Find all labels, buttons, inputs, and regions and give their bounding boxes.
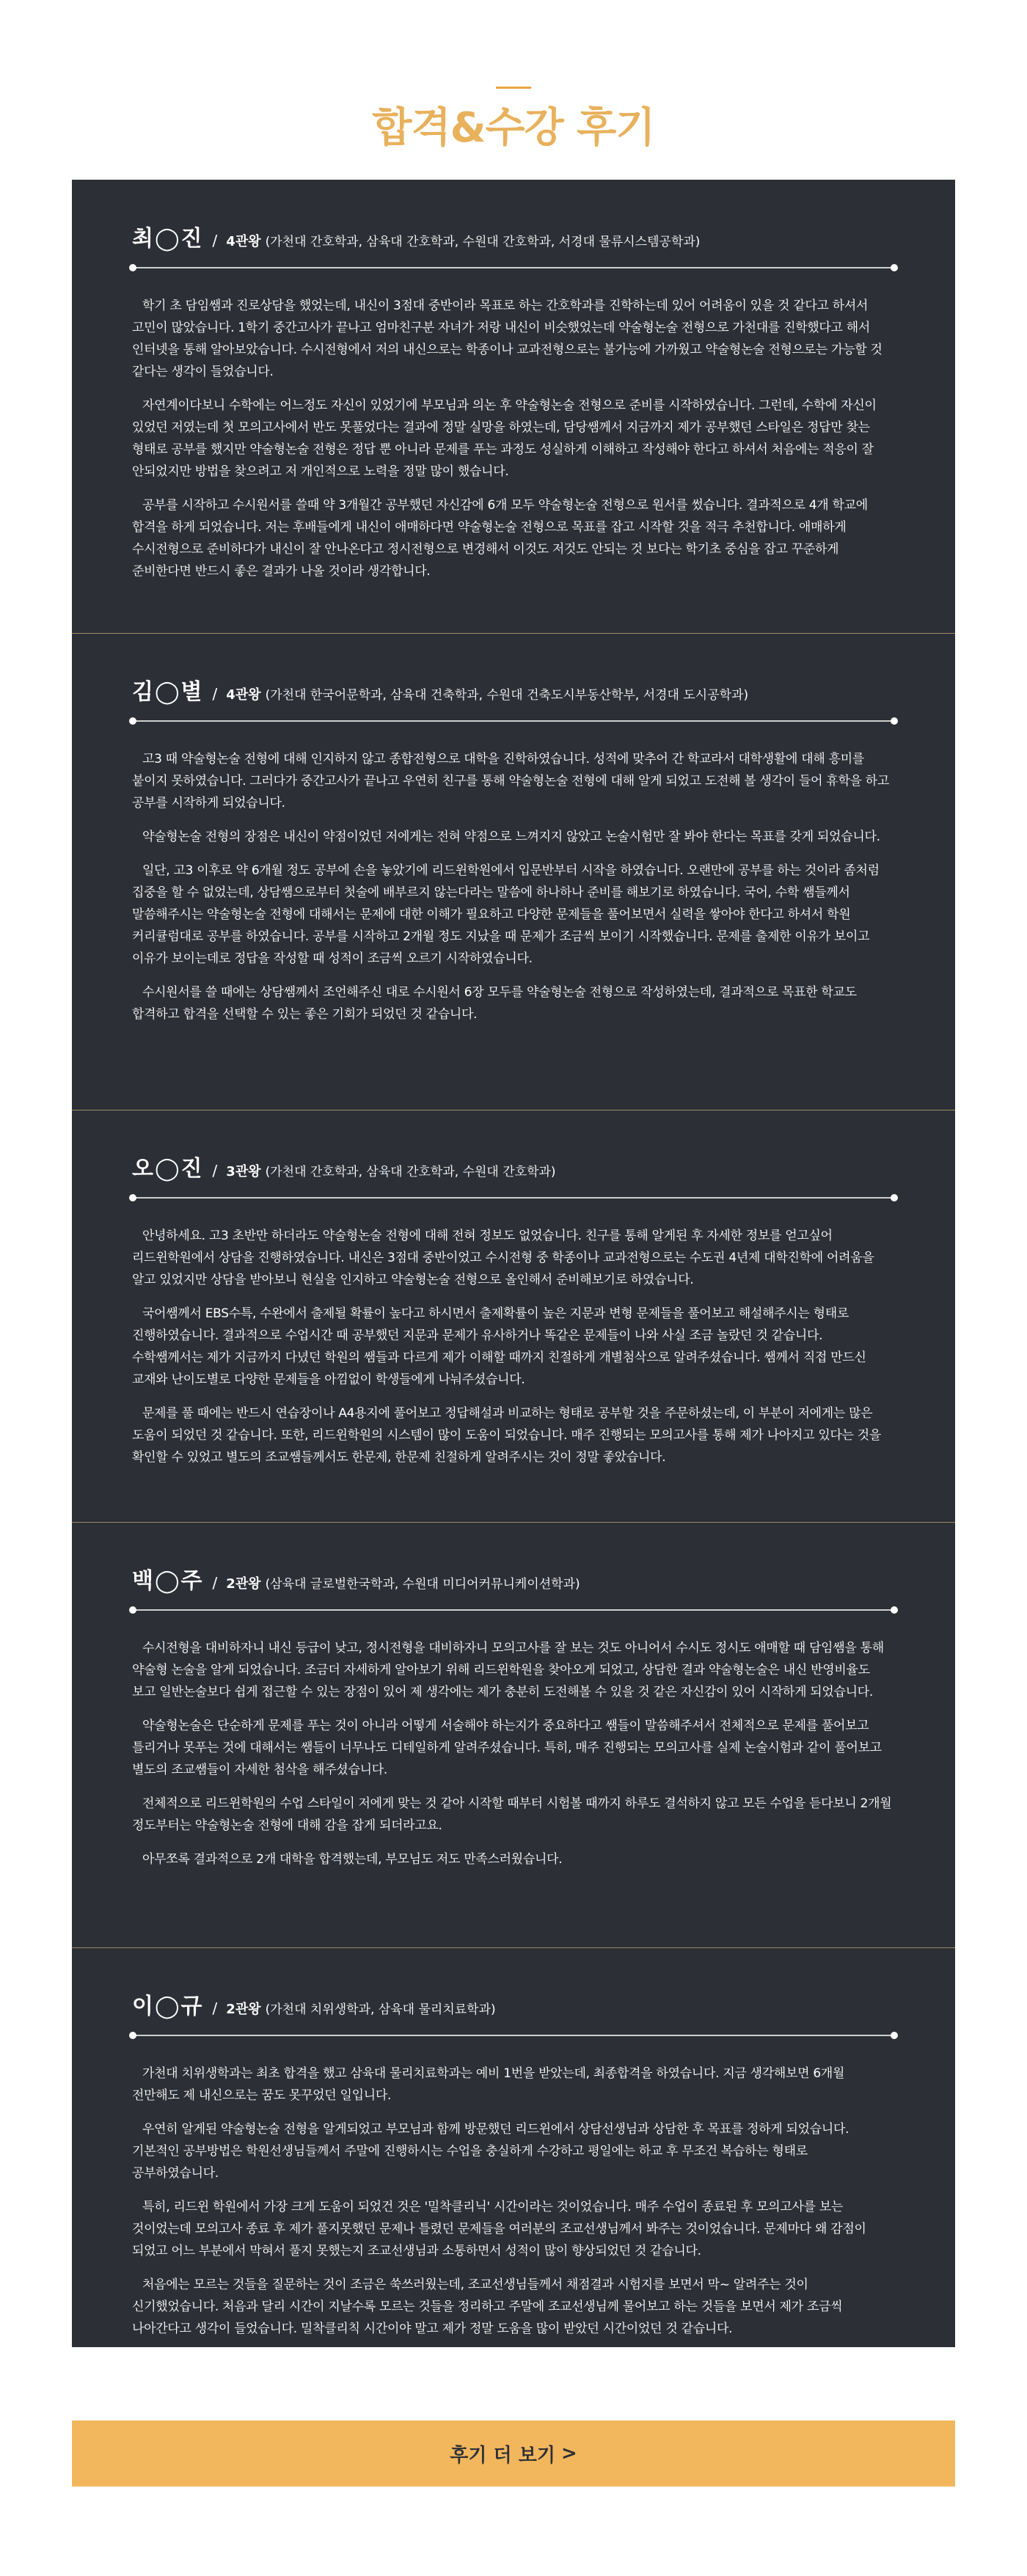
review-paragraph: 국어쌤께서 EBS수특, 수완에서 출제될 확률이 높다고 하시면서 출제확률이 높은 지문과 변형 문제들을 풀어보고 해설해주시는 형태로 진행하였습니다. 결과적으로 수업시간 때 공부했던 지문과 문제가 유사하거나 똑같은 문제들이 나와 사실 조금 놀랐던 것 같습니다. 수학쌤께서는 제가 지금까지 다녔던 학원의 쌤들과 다르게 제가 이해할 때까지 친절하게 개별첨삭으로 알려주셨습니다. 쌤께서 직접 만드신 교재와 난이도별로 다양한 문제들을 아낌없이 학생들에게 나눠주셨습니다. — [132, 1306, 866, 1387]
review-card — [72, 180, 955, 594]
review-paragraph: 가천대 치위생학과는 최초 합격을 했고 삼육대 물리치료학과는 예비 1번을 받았는데, 최종합격을 하였습니다. 지금 생각해보면 6개월 전만해도 제 내신으로는 꿈도 못꾸었던 일입니다. — [132, 2066, 845, 2103]
review-paragraph: 고3 때 약술형논술 전형에 대해 인지하지 않고 종합전형으로 대학을 진학하였습니다. 성적에 맞추어 간 학교라서 대학생활에 대해 흥미를 붙이지 못하였습니다. 그러다가 중간고사가 끝나고 우연히 친구를 통해 약술형논술 전형에 대해 알게 되었고 도전해 볼 생각이 들어 휴학을 하고 공부를 시작하게 되었습니다. — [132, 752, 890, 811]
review-paragraph: 자연계이다보니 수학에는 어느정도 자신이 있었기에 부모님과 의논 후 약술형논술 전형으로 준비를 시작하였습니다. 그런데, 수학에 자신이 있었던 저였는데 첫 모의고사에서 반도 못풀었다는 결과에 정말 실망을 하였는데, 담당쌤께서 지금까지 제가 공부했던 스타일은 정답만 찾는 형태로 공부를 했지만 약술형논술 전형은 정답 뿐 아니라 문제를 푸는 과정도 성실하게 이해하고 작성해야 한다고 하셔서 처음에는 적응이 잘 안되었지만 방법을 찾으려고 저 개인적으로 노력을 정말 많이 했습니다. — [132, 398, 877, 479]
reviews-panel — [72, 180, 955, 2347]
review-header — [132, 1150, 895, 1184]
reviewer-name: 이◯규 — [132, 1994, 204, 2019]
chevron-right-icon: > — [560, 2443, 577, 2465]
review-body — [132, 1637, 895, 1870]
header-accent-line — [496, 87, 531, 89]
review-paragraph: 수시원서를 쓸 때에는 상담쌤께서 조언해주신 대로 수시원서 6장 모두를 약술형논술 전형으로 작성하였는데, 결과적으로 목표한 학교도 합격하고 합격을 선택할 수 있는 좋은 기회가 되었던 것 같습니다. — [132, 985, 857, 1022]
review-header — [132, 673, 895, 707]
review-paragraph: 처음에는 모르는 것들을 질문하는 것이 조금은 쑥쓰러웠는데, 조교선생님들께서 채점결과 시험지를 보면서 막~ 알려주는 것이 신기했었습니다. 처음과 달리 시간이 지날수록 모르는 것들을 정리하고 주말에 조교선생님께 물어보고 하는 것들을 보면서 제가 조금씩 나아간다고 생각이 들었습니다. 밀착클리칙 시간이야 말고 제가 정말 도움을 많이 받았던 시간이었던 것 같습니다. — [132, 2277, 843, 2336]
review-paragraph: 약술형논술 전형의 장점은 내신이 약점이었던 저에게는 전혀 약점으로 느껴지지 않았고 논술시험만 잘 봐야 한다는 목표를 갖게 되었습니다. — [142, 830, 880, 844]
review-body — [132, 748, 895, 1025]
review-paragraph: 수시전형을 대비하자니 내신 등급이 낮고, 정시전형을 대비하자니 모의고사를 잘 보는 것도 아니어서 수시도 정시도 애매할 때 담임쌤을 통해 약술형 논술을 알게 되었습니다. 조금더 자세하게 알아보기 위해 리드윈학원을 찾아오게 되었고, 상담한 결과 약술형논술은 내신 반영비율도 보고 일반논술보다 쉽게 접근할 수 있는 장점이 있어 제 생각에는 제가 충분히 도전해볼 수 있을 것 같은 자신감이 있어 시작하게 되었습니다. — [132, 1641, 884, 1699]
reviewer-name: 오◯진 — [132, 1156, 204, 1182]
review-grade: 2관왕 — [226, 1576, 261, 1592]
review-paragraph: 전체적으로 리드윈학원의 수업 스타일이 저에게 맞는 것 같아 시작할 때부터 시험볼 때까지 하루도 결석하지 않고 모든 수업을 듣다보니 2개월 정도부터는 약술형논술 전형에 대해 감을 잡게 되더라고요. — [132, 1796, 892, 1833]
review-paragraph: 공부를 시작하고 수시원서를 쓸때 약 3개월간 공부했던 자신감에 6개 모두 약술형논술 전형으로 원서를 썼습니다. 결과적으로 4개 학교에 합격을 하게 되었습니다. 저는 후배들에게 내신이 애매하다면 약술형논술 전형으로 목표를 잡고 시작할 것을 적극 추천합니다. 애매하게 수시전형으로 준비하다가 내신이 잘 안나온다고 정시전형으로 변경해서 이것도 저것도 안되는 것 보다는 학기초 중심을 잡고 꾸준하게 준비한다면 반드시 좋은 결과가 나올 것이라 생각합니다. — [132, 498, 868, 579]
review-rule — [132, 2035, 895, 2036]
review-grade: 4관왕 — [226, 687, 261, 703]
review-rule — [132, 1197, 895, 1199]
review-card — [72, 1522, 955, 1882]
review-body — [132, 2063, 895, 2340]
review-grade: 2관왕 — [226, 2002, 261, 2017]
review-card — [72, 633, 955, 1037]
review-schools: (가천대 한국어문학과, 삼육대 건축학과, 수원대 건축도시부동산학부, 서경대 도시공학과) — [265, 688, 749, 703]
header-separator: / — [212, 1162, 218, 1179]
review-paragraph: 학기 초 담임쌤과 진로상담을 했었는데, 내신이 3점대 중반이라 목표로 하는 간호학과를 진학하는데 있어 어려움이 있을 것 같다고 하셔서 고민이 많았습니다. 1학기 중간고사가 끝나고 엄마친구분 자녀가 저랑 내신이 비슷했었는데 약술형논술 전형으로 가천대를 진학했다고 해서 인터넷을 통해 알아보았습니다. 수시전형에서 저의 내신으로는 학종이나 교과전형으로는 불가능에 가까웠고 약술형논술 전형으로는 가능할 것 같다는 생각이 들었습니다. — [132, 299, 882, 379]
review-grade: 4관왕 — [226, 234, 261, 249]
review-schools: (가천대 간호학과, 삼육대 간호학과, 수원대 간호학과, 서경대 물류시스템공학과) — [265, 235, 701, 249]
more-reviews-button[interactable] — [72, 2421, 955, 2487]
header-separator: / — [212, 685, 218, 703]
review-schools: (삼육대 글로벌한국학과, 수원대 미디어커뮤니케이션학과) — [265, 1577, 580, 1592]
review-paragraph: 일단, 고3 이후로 약 6개월 정도 공부에 손을 놓았기에 리드윈학원에서 입문반부터 시작을 하였습니다. 오랜만에 공부를 하는 것이라 좀처럼 집중을 할 수 없었는데, 상담쌤으로부터 첫술에 배부르지 않는다라는 말씀에 하나하나 준비를 해보기로 하였습니다. 국어, 수학 쌤들께서 말씀해주시는 약술형논술 전형에 대해서는 문제에 대한 이해가 필요하고 다양한 문제들을 풀어보면서 실력을 쌓아야 한다고 하셔서 학원 커리큘럼대로 공부를 하였습니다. 공부를 시작하고 2개월 정도 지났을 때 문제가 조금씩 보이기 시작했습니다. 문제를 출제한 이유가 보이고 이유가 보이는데로 정답을 작성할 때 성적이 조금씩 오르기 시작하였습니다. — [132, 863, 880, 966]
review-paragraph: 특히, 리드윈 학원에서 가장 크게 도움이 되었건 것은 '밀착클리닉' 시간이라는 것이었습니다. 매주 수업이 종료된 후 모의고사를 보는 것이었는데 모의고사 종료 후 제가 풀지못했던 문제나 틀렸던 문제들을 여러분의 조교선생님께서 봐주는 것이었습니다. 문제마다 왜 감점이 되었고 어느 부분에서 막혀서 풀지 못했는지 조교선생님과 소통하면서 성적이 많이 향상되었던 것 같습니다. — [132, 2200, 866, 2258]
review-header — [132, 220, 895, 254]
review-card — [72, 1947, 955, 2352]
review-paragraph: 문제를 풀 때에는 반드시 연습장이나 A4용지에 풀어보고 정답해설과 비교하는 형태로 공부할 것을 주문하셨는데, 이 부분이 저에게는 많은 도움이 되었던 것 같습니다. 또한, 리드윈학원의 시스템이 많이 도움이 되었습니다. 매주 진행되는 모의고사를 통해 제가 나아지고 있다는 것을 확인할 수 있었고 별도의 조교쌤들께서도 한문제, 한문제 친절하게 알려주시는 것이 정말 좋았습니다. — [132, 1406, 882, 1465]
reviewer-name: 김◯별 — [132, 679, 204, 705]
review-rule — [132, 267, 895, 268]
review-schools: (가천대 간호학과, 삼육대 간호학과, 수원대 간호학과) — [265, 1165, 556, 1179]
review-header — [132, 1562, 895, 1596]
review-header — [132, 1988, 895, 2021]
review-card — [72, 1110, 955, 1480]
review-paragraph: 아무쪼록 결과적으로 2개 대학을 합격했는데, 부모님도 저도 만족스러웠습니다. — [142, 1852, 563, 1867]
more-reviews-label: 후기 더 보기 — [450, 2444, 555, 2467]
review-paragraph: 약술형논술은 단순하게 문제를 푸는 것이 아니라 어떻게 서술해야 하는지가 중요하다고 쌤들이 말씀해주셔서 전체적으로 문제를 풀어보고 틀리거나 못푸는 것에 대해서는 쌤들이 너무나도 디테일하게 알려주셨습니다. 특히, 매주 진행되는 모의고사를 실제 논술시험과 같이 풀어보고 별도의 조교쌤들이 자세한 첨삭을 해주셨습니다. — [132, 1719, 882, 1777]
header-separator: / — [212, 1999, 218, 2017]
header-separator: / — [212, 1574, 218, 1592]
review-paragraph: 안녕하세요. 고3 초반만 하더라도 약술형논술 전형에 대해 전혀 정보도 없었습니다. 친구를 통해 알게된 후 자세한 정보를 얻고싶어 리드윈학원에서 상담을 진행하였습니다. 내신은 3점대 중반이었고 수시전형 중 학종이나 교과전형으로는 수도권 4년제 대학진학에 어려움을 알고 있었지만 상담을 받아보니 현실을 인지하고 약술형논술 전형으로 올인해서 준비해보기로 하였습니다. — [132, 1229, 874, 1287]
review-rule — [132, 1609, 895, 1611]
review-schools: (가천대 치위생학과, 삼육대 물리치료학과) — [265, 2002, 496, 2017]
header-separator: / — [212, 232, 218, 249]
page-title: 합격&수강 후기 — [372, 104, 655, 152]
page-header — [0, 0, 1027, 180]
review-body — [132, 295, 895, 582]
review-body — [132, 1225, 895, 1468]
review-rule — [132, 720, 895, 722]
review-paragraph: 우연히 알게된 약술형논술 전형을 알게되었고 부모님과 함께 방문했던 리드윈에서 상담선생님과 상담한 후 목표를 정하게 되었습니다. 기본적인 공부방법은 학원선생님들께서 주말에 진행하시는 수업을 충실하게 수강하고 평일에는 하교 후 무조건 복습하는 형태로 공부하였습니다. — [132, 2122, 849, 2181]
reviewer-name: 최◯진 — [132, 226, 204, 252]
review-grade: 3관왕 — [226, 1164, 261, 1179]
reviewer-name: 백◯주 — [132, 1568, 204, 1594]
